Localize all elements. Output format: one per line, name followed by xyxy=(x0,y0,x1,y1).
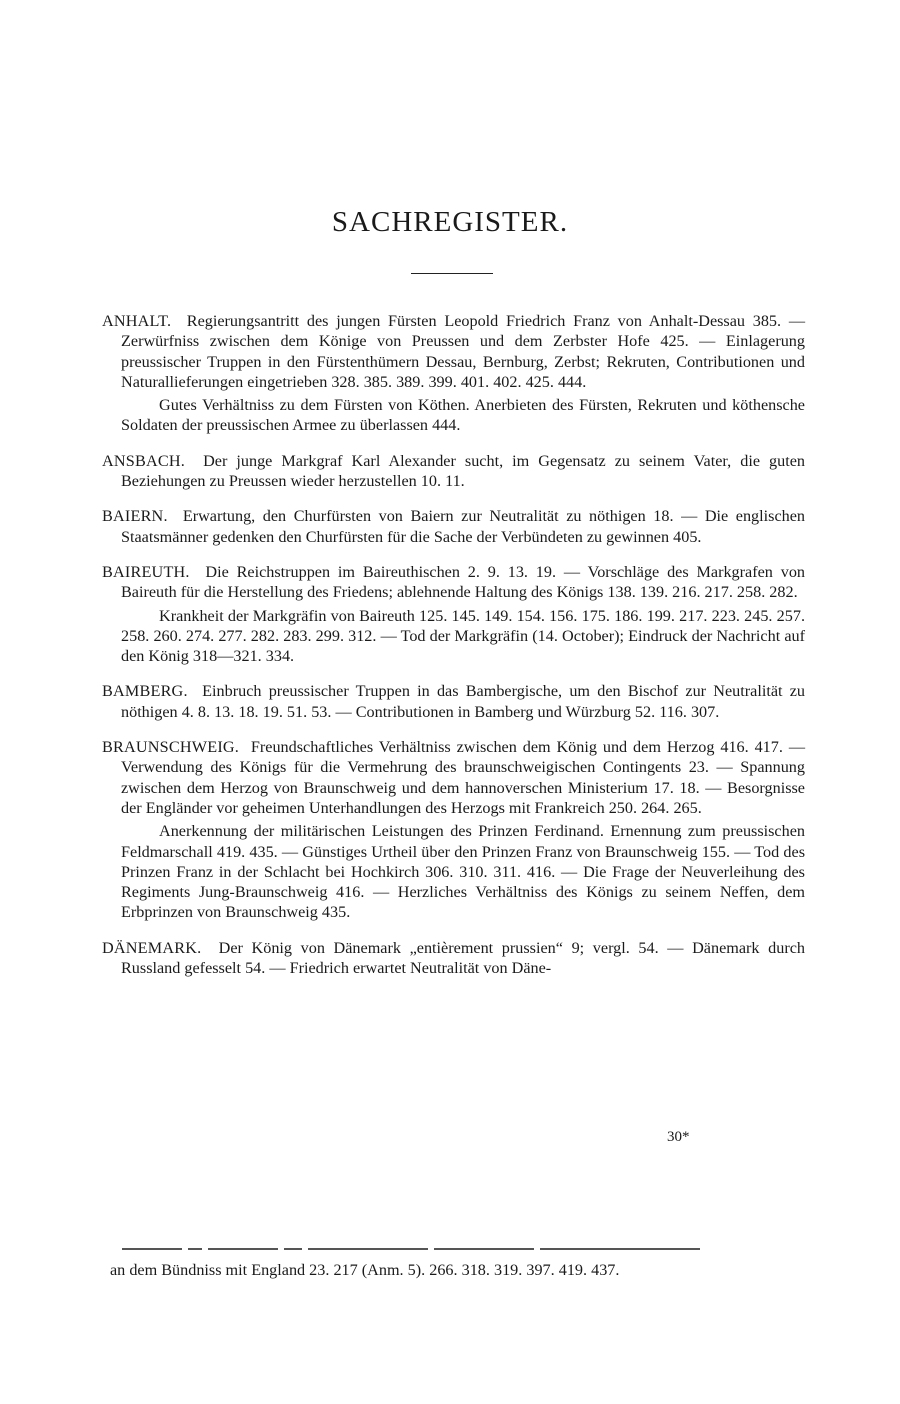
index-entry-baireuth xyxy=(102,562,805,666)
page-title: SACHREGISTER. xyxy=(331,206,569,238)
signature-mark: 30* xyxy=(667,1129,690,1145)
index-entry-bamberg xyxy=(102,681,805,722)
entry-text: Einbruch preussischer Truppen in das Bambergische, um den Bischof zur Neutralität zu nöthigen 4. 8. 13. 18. 19. 51. 53. — Contributionen in Bamberg und Würzburg 52. 116. 307. xyxy=(121,682,806,721)
entry-text: Die Reichstruppen im Baireuthischen 2. 9. 13. 19. — Vorschläge des Markgrafen von Baireuth für die Herstellung des Friedens; ablehnende Haltung des Königs 138. 139. 216. 217. 258. 282. xyxy=(121,562,806,602)
entry-head: DÄNEMARK. xyxy=(102,938,202,957)
index-entry-daenemark xyxy=(102,938,805,979)
entry-head: ANSBACH. xyxy=(102,451,186,470)
entry-text: Regierungsantritt des jungen Fürsten Leopold Friedrich Franz von Anhalt-Dessau 385. — Zerwürfniss zwischen dem Könige von Preussen und dem Zerbster Hofe 425. — Einlagerung preussischer Truppen in den Fürstenthümern Dessau, Bernburg, Zerbst; Rekruten, Contributionen und Naturallieferungen eingetrieben 328. 385. 389. 399. 401. 402. 425. 444. xyxy=(121,312,806,391)
title-rule xyxy=(411,273,493,274)
entry-text: Gutes Verhältniss zu dem Fürsten von Köthen. Anerbieten des Fürsten, Rekruten und köthensche Soldaten der preussischen Armee zu überlassen 444. xyxy=(121,396,805,435)
entry-text: Krankheit der Markgräfin von Baireuth 125. 145. 149. 154. 156. 175. 186. 199. 217. 223. 245. 257. 258. 260. 274. 277. 282. 283. 299. 312. — Tod der Markgräfin (14. October); Eindruck der Nachricht auf den König 318—321. 334. xyxy=(121,606,805,666)
index-entry-ansbach xyxy=(102,451,805,492)
entry-head: BAIREUTH. xyxy=(102,562,190,581)
entry-text: Erwartung, den Churfürsten von Baiern zur Neutralität zu nöthigen 18. — Die englischen Staatsmänner gedenken den Churfürsten für die Sache der Verbündeten zu gewinnen 405. xyxy=(121,507,806,546)
index-entry-anhalt xyxy=(102,311,805,436)
scan-artifact xyxy=(122,1248,798,1252)
index-entries xyxy=(102,311,805,993)
entry-head: BRAUNSCHWEIG. xyxy=(102,738,240,757)
entry-text: Der König von Dänemark „entièrement prussien“ 9; vergl. 54. — Dänemark durch Russland gefesselt 54. — Friedrich erwartet Neutralität von Däne- xyxy=(121,938,806,978)
entry-head: ANHALT. xyxy=(102,312,172,330)
entry-head: BAMBERG. xyxy=(102,682,188,701)
footer-line: an dem Bündniss mit England 23. 217 (Anm. 5). 266. 318. 319. 397. 419. 437. xyxy=(110,1261,620,1279)
index-entry-braunschweig xyxy=(102,737,805,923)
entry-text: Anerkennung der militärischen Leistungen des Prinzen Ferdinand. Ernennung zum preussischen Feldmarschall 419. 435. — Günstiges Urtheil über den Prinzen Franz von Braunschweig 155. — Tod des Prinzen Franz in der Schlacht bei Hochkirch 306. 310. 311. 416. — Die Frage der Neuverleihung des Regiments Jung-Braunschweig 416. — Herzliches Verhältniss des Königs zu seinem Neffen, dem Erbprinzen von Braunschweig 435. xyxy=(121,822,805,922)
entry-text: Der junge Markgraf Karl Alexander sucht, im Gegensatz zu seinem Vater, die guten Beziehungen zu Preussen wieder herzustellen 10. 11. xyxy=(121,451,806,491)
index-entry-baiern xyxy=(102,506,805,547)
entry-text: Freundschaftliches Verhältniss zwischen dem König und dem Herzog 416. 417. — Verwendung des Königs für die Vermehrung des braunschweigischen Contingents 23. — Spannung zwischen dem Herzog von Braunschweig und dem hannoverschen Ministerium 17. 18. — Besorgnisse der Engländer vor geheimen Unterhandlungen des Herzogs mit Frankreich 250. 264. 265. xyxy=(121,738,806,817)
entry-head: BAIERN. xyxy=(102,507,168,526)
